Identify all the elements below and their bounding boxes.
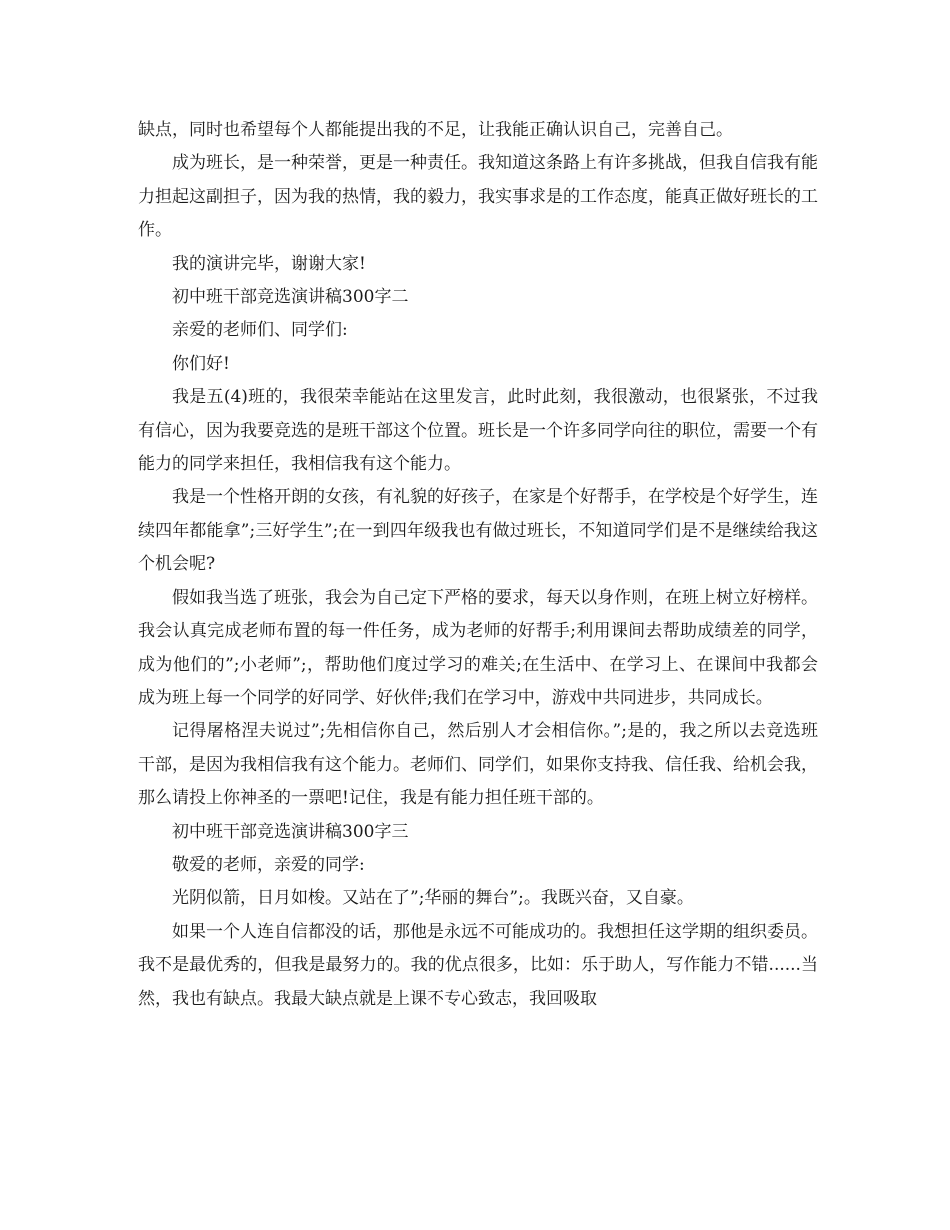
paragraph-7: 我是一个性格开朗的女孩，有礼貌的好孩子，在家是个好帮手，在学校是个好学生，连续四年都能拿”;三好学生”;在一到四年级我也有做过班长，不知道同学们是不是继续给我这个机会呢? [138,487,818,575]
paragraph-1: 成为班长，是一种荣誉，更是一种责任。我知道这条路上有许多挑战，但我自信我有能力担起这副担子，因为我的热情，我的毅力，我实事求是的工作态度，能真正做好班长的工作。 [138,153,818,241]
salutation-3: 敬爱的老师，亲爱的同学: [172,854,365,875]
paragraph-8: 假如我当选了班张，我会为自己定下严格的要求，每天以身作则，在班上树立好榜样。我会认真完成老师布置的每一件任务，成为老师的好帮手;利用课间去帮助成绩差的同学，成为他们的”;小老师”;，帮助他们度过学习的难关;在生活中、在学习上、在课间中我都会成为班上每一个同学的好同学、好伙伴;我们在学习中，游戏中共同进步，共同成长。 [138,587,818,708]
paragraph-0: 缺点，同时也希望每个人都能提出我的不足，让我能正确认识自己，完善自己。 [138,120,733,140]
section-heading-2: 初中班干部竞选演讲稿300字二 [172,287,409,308]
document-body [138,114,818,1016]
paragraph-2: 我的演讲完毕，谢谢大家! [172,253,366,274]
paragraph-13: 如果一个人连自信都没的话，那他是永远不可能成功的。我想担任这学期的组织委员。我不是最优秀的，但我是最努力的。我的优点很多，比如：乐于助人，写作能力不错......当然，我也有缺点。我最大缺点就是上课不专心致志，我回吸取 [138,921,818,1009]
paragraph-9: 记得屠格涅夫说过”;先相信你自己，然后别人才会相信你。”;是的，我之所以去竞选班干部，是因为我相信我有这个能力。老师们、同学们，如果你支持我、信任我、给机会我，那么请投上你神圣的一票吧!记住，我是有能力担任班干部的。 [138,721,818,809]
section-heading-3: 初中班干部竞选演讲稿300字三 [172,821,409,842]
paragraph-12: 光阴似箭，日月如梭。又站在了”;华丽的舞台”;。我既兴奋，又自豪。 [172,888,694,909]
paragraph-6: 我是五(4)班的，我很荣幸能站在这里发言，此时此刻，我很激动，也很紧张，不过我有信心，因为我要竞选的是班干部这个位置。班长是一个许多同学向往的职位，需要一个有能力的同学来担任，我相信我有这个能力。 [138,387,818,475]
salutation-2: 亲爱的老师们、同学们: [172,320,348,341]
greeting-2: 你们好! [172,353,230,374]
